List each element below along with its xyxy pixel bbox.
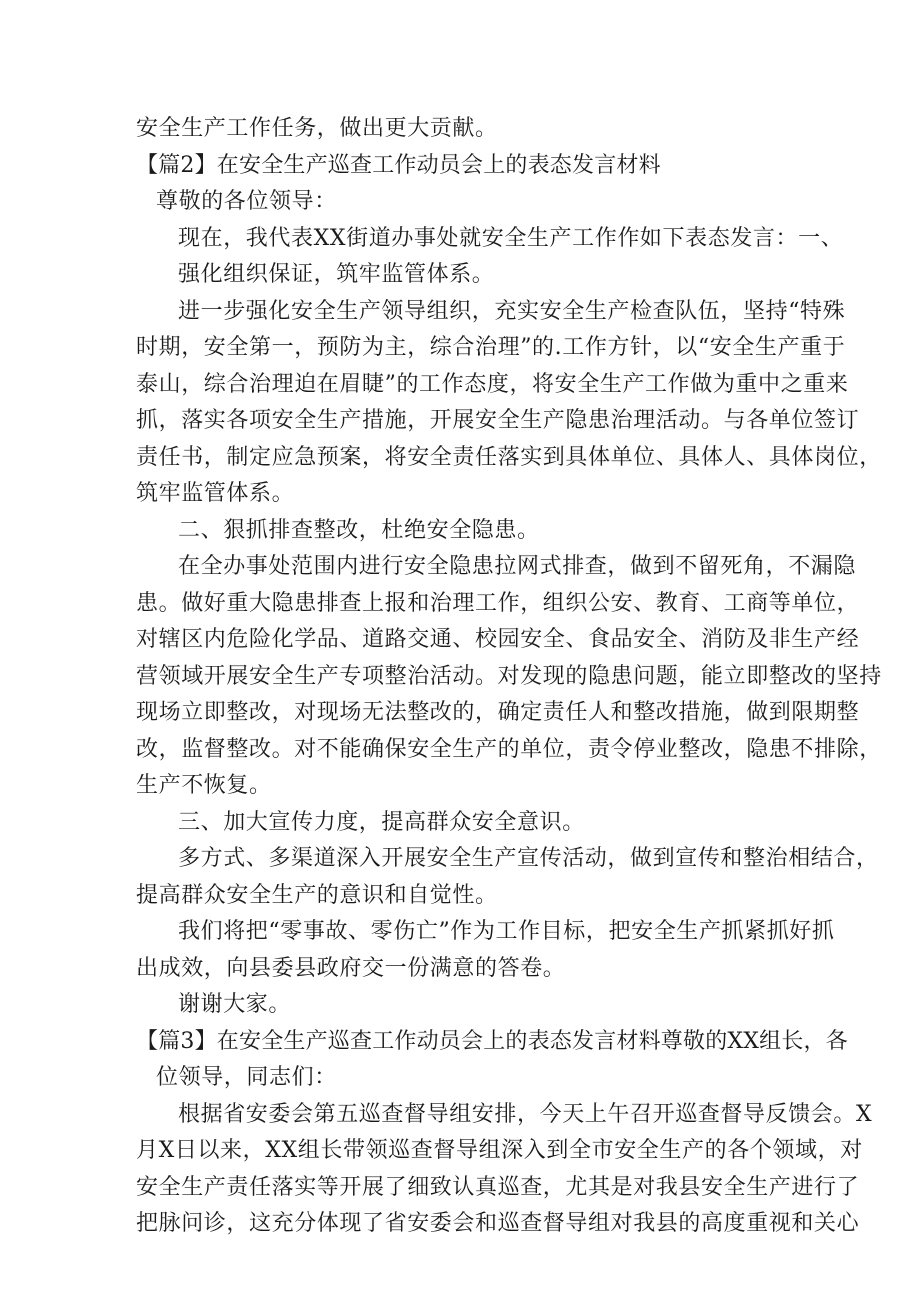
subheading: 强化组织保证，筑牢监管体系。 <box>178 262 495 287</box>
body-text-line: 责任书，制定应急预案，将安全责任落实到具体单位、具体人、具体岗位， <box>136 445 882 470</box>
body-text-line: 多方式、多渠道深入开展安全生产宣传活动，做到宣传和整治相结合， <box>178 846 879 871</box>
body-text-line: 把脉问诊，这充分体现了省安委会和巡查督导组对我县的高度重视和关心 <box>136 1211 860 1236</box>
body-text-line: 时期，安全第一，预防为主，综合治理”的.工作方针，以“安全生产重于 <box>136 335 846 360</box>
body-text-line: 现场立即整改，对现场无法整改的，确定责任人和整改措施，做到限期整 <box>136 700 860 725</box>
body-text-line: 生产不恢复。 <box>136 773 272 798</box>
body-text-line: 营领域开展安全生产专项整治活动。对发现的隐患问题，能立即整改的坚持 <box>136 664 882 689</box>
body-text-line: 改，监督整改。对不能确保安全生产的单位，责令停业整改，隐患不排除， <box>136 737 882 762</box>
body-text-line: 我们将把“零事故、零伤亡”作为工作目标，把安全生产抓紧抓好抓 <box>178 919 835 944</box>
body-text-line: 筑牢监管体系。 <box>136 481 295 506</box>
subheading: 二、狠抓排查整改，杜绝安全隐患。 <box>178 518 540 543</box>
body-text-line: 现在，我代表XX街道办事处就安全生产工作作如下表态发言：一、 <box>178 226 844 251</box>
body-text-line: 在全办事处范围内进行安全隐患拉网式排查，做到不留死角，不漏隐 <box>178 554 857 579</box>
body-text-line: 安全生产工作任务，做出更大贡献。 <box>136 116 498 141</box>
body-text-line: 根据省安委会第五巡查督导组安排，今天上午召开巡查督导反馈会。X <box>178 1102 873 1127</box>
salutation: 尊敬的各位领导： <box>156 189 337 214</box>
section-heading: 【篇3】在安全生产巡查工作动员会上的表态发言材料尊敬的XX组长，各 <box>136 1029 848 1054</box>
body-text-line: 提高群众安全生产的意识和自觉性。 <box>136 883 498 908</box>
subheading: 三、加大宣传力度，提高群众安全意识。 <box>178 810 585 835</box>
salutation: 位领导，同志们： <box>156 1065 337 1090</box>
body-text-line: 出成效，向县委县政府交一份满意的答卷。 <box>136 956 566 981</box>
body-text-line: 月X日以来，XX组长带领巡查督导组深入到全市安全生产的各个领域，对 <box>136 1138 863 1163</box>
body-text-line: 安全生产责任落实等开展了细致认真巡查，尤其是对我县安全生产进行了 <box>136 1175 860 1200</box>
section-heading: 【篇2】在安全生产巡查工作动员会上的表态发言材料 <box>136 153 661 178</box>
body-text-line: 泰山，综合治理迫在眉睫”的工作态度，将安全生产工作做为重中之重来 <box>136 372 849 397</box>
closing-text: 谢谢大家。 <box>178 992 292 1017</box>
body-text-line: 患。做好重大隐患排查上报和治理工作，组织公安、教育、工商等单位， <box>136 591 860 616</box>
body-text-line: 进一步强化安全生产领导组织，充实安全生产检查队伍，坚持“特殊 <box>178 299 846 324</box>
body-text-line: 抓，落实各项安全生产措施，开展安全生产隐患治理活动。与各单位签订 <box>136 408 860 433</box>
body-text-line: 对辖区内危险化学品、道路交通、校园安全、食品安全、消防及非生产经 <box>136 627 860 652</box>
